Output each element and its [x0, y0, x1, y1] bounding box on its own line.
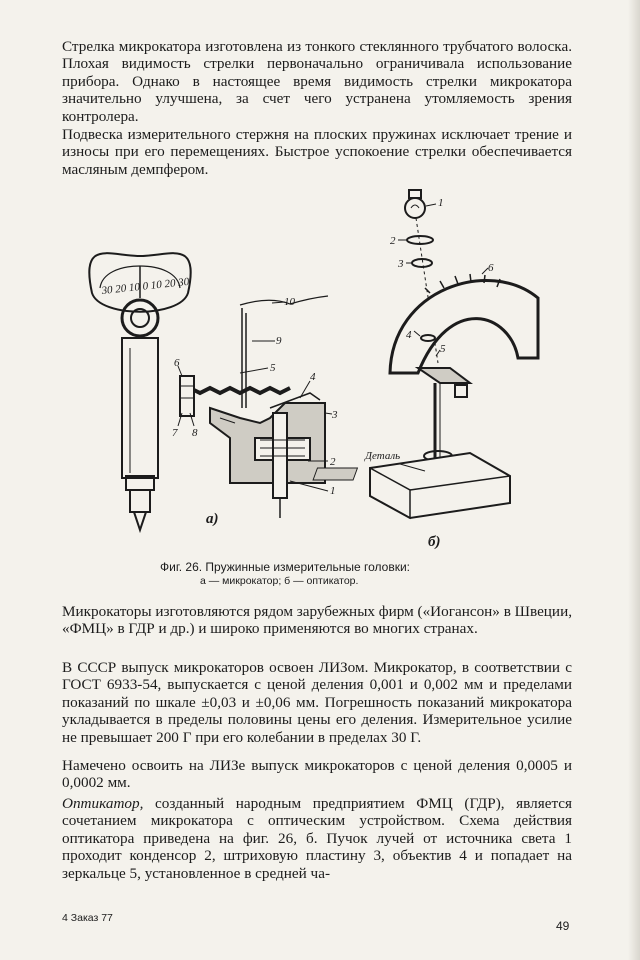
label-7: 7 [172, 427, 178, 439]
paragraph-6 [62, 795, 572, 882]
paragraph-3: Микрокаторы изготовляются рядом зарубежных фирм («Иогансон» в Швеции, «ФМЦ» в ГДР и др.) и широко применяются во многих странах. [62, 603, 572, 638]
page-binding-edge [628, 0, 640, 960]
dial-scale-text: 30 20 10 0 10 20 30 [101, 275, 190, 298]
label-2b: 2 [390, 235, 396, 247]
label-5a: 5 [270, 362, 276, 374]
paragraph-5: Намечено освоить на ЛИЗе выпуск микрокаторов с ценой деления 0,0005 и 0,0002 мм. [62, 757, 572, 792]
paragraph-1: Стрелка микрокатора изготовлена из тонкого стеклянного трубчатого волоска. Плохая видимость стрелки первоначально ограничивала использование прибора. Однако в настоящее время видимость стрелки микрокатора значительно улучшена, за счет чего устранена утомляемость зрения контролера. [62, 38, 572, 125]
page-number: 49 [556, 919, 570, 933]
paragraph-4: В СССР выпуск микрокаторов освоен ЛИЗом. Микрокатор, в соответствии с ГОСТ 6933-54, выпускается с ценой деления 0,001 и 0,002 мм и пределами показаний по шкале ±0,03 и ±0,06 мм. Погрешность показаний микрокатора укладывается в пределы половины цены его деления. Измерительное усилие не превышает 200 Г при его колебании в пределах 30 Г. [62, 659, 572, 746]
label-8: 8 [192, 427, 198, 439]
label-2a: 2 [330, 456, 336, 468]
figure-26 [70, 178, 540, 550]
printer-signature: 4 Заказ 77 [62, 912, 113, 924]
label-10: 10 [284, 296, 295, 308]
label-6: 6 [174, 357, 180, 369]
label-6b: 6 [488, 262, 494, 274]
label-4a: 4 [310, 371, 316, 383]
label-3b: 3 [398, 258, 404, 270]
panel-a-label: а) [206, 511, 219, 527]
microkator-drawing [89, 253, 332, 530]
label-3a: 3 [332, 409, 338, 421]
paragraph-2: Подвеска измерительного стержня на плоских пружинах исключает трение и износы при его перемещениях. Быстрое успокоение стрелки обеспечивается масляным демпфером. [62, 126, 572, 178]
paragraph-6-body: созданный народным предприятием ФМЦ (ГДР), является сочетанием микрокатора с оптическим устройством. Схема действия оптикатора приведена на фиг. 26, б. Пучок лучей от источника света 1 проходит конденсор 2, штриховую пластину 3, объектив 4 и попадает на зеркальце 5, установленное в средней ча- [62, 795, 572, 882]
optikator-drawing [313, 190, 538, 518]
figure-caption-sub: а — микрокатор; б — оптикатор. [200, 575, 359, 587]
figure-caption-title: Фиг. 26. Пружинные измерительные головки: [160, 560, 410, 574]
label-5b: 5 [440, 343, 446, 355]
label-1a: 1 [330, 485, 336, 497]
label-4b: 4 [406, 329, 412, 341]
detail-label: Деталь [365, 450, 401, 462]
label-1b: 1 [438, 197, 444, 209]
label-9: 9 [276, 335, 282, 347]
panel-b-label: б) [428, 534, 441, 550]
term-optikator: Оптикатор, [62, 795, 144, 812]
